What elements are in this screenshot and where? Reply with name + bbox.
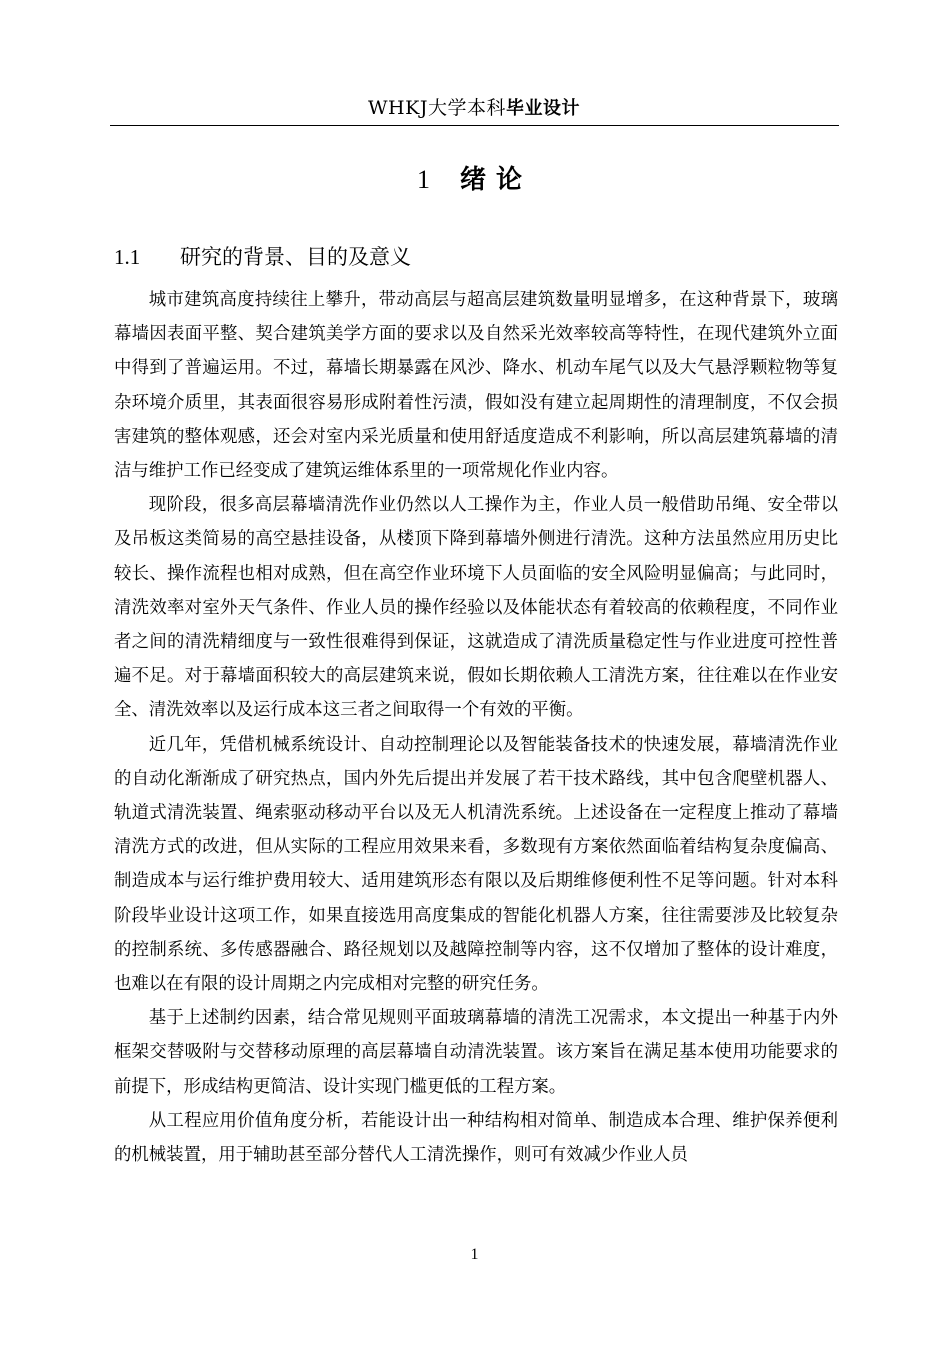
- paragraph: 现阶段，很多高层幕墙清洗作业仍然以人工操作为主，作业人员一般借助吊绳、安全带以及吊板这类简易的高空悬挂设备，从楼顶下降到幕墙外侧进行清洗。这种方法虽然应用历史比较长、操作流程也相对成熟，但在高空作业环境下人员面临的安全风险明显偏高；与此同时，清洗效率对室外天气条件、作业人员的操作经验以及体能状态有着较高的依赖程度，不同作业者之间的清洗精细度与一致性很难得到保证，这就造成了清洗质量稳定性与作业进度可控性普遍不足。对于幕墙面积较大的高层建筑来说，假如长期依赖人工清洗方案，往往难以在作业安全、清洗效率以及运行成本这三者之间取得一个有效的平衡。: [114, 495, 838, 721]
- chapter-title: 绪论: [459, 165, 532, 195]
- section-heading: [114, 240, 411, 274]
- paragraph: 基于上述制约因素，结合常见规则平面玻璃幕墙的清洗工况需求，本文提出一种基于内外框架交替吸附与交替移动原理的高层幕墙自动清洗装置。该方案旨在满足基本使用功能要求的前提下，形成结构更简洁、设计实现门槛更低的工程方案。: [114, 1008, 838, 1097]
- paragraph: 从工程应用价值角度分析，若能设计出一种结构相对简单、制造成本合理、维护保养便利的机械装置，用于辅助甚至部分替代人工清洗操作，则可有效减少作业人员: [114, 1110, 838, 1166]
- paragraph: 近几年，凭借机械系统设计、自动控制理论以及智能装备技术的快速发展，幕墙清洗作业的自动化渐渐成了研究热点，国内外先后提出并发展了若干技术路线，其中包含爬壁机器人、轨道式清洗装置、绳索驱动移动平台以及无人机清洗系统。上述设备在一定程度上推动了幕墙清洗方式的改进，但从实际的工程应用效果来看，多数现有方案依然面临着结构复杂度偏高、制造成本与运行维护费用较大、适用建筑形态有限以及后期维修便利性不足等问题。针对本科阶段毕业设计这项工作，如果直接选用高度集成的智能化机器人方案，往往需要涉及比较复杂的控制系统、多传感器融合、路径规划以及越障控制等内容，这不仅增加了整体的设计难度，也难以在有限的设计周期之内完成相对完整的研究任务。: [114, 734, 838, 995]
- chapter-heading: [110, 160, 839, 200]
- header-divider: [110, 125, 839, 126]
- body-text: [114, 283, 838, 1172]
- header-school: WHKJ大学本科: [368, 97, 506, 119]
- section-title: 研究的背景、目的及意义: [180, 245, 411, 269]
- page-header: [110, 93, 838, 123]
- chapter-number: 1: [416, 165, 430, 194]
- paragraph: 城市建筑高度持续往上攀升，带动高层与超高层建筑数量明显增多，在这种背景下，玻璃幕墙因表面平整、契合建筑美学方面的要求以及自然采光效率较高等特性，在现代建筑外立面中得到了普遍运用。不过，幕墙长期暴露在风沙、降水、机动车尾气以及大气悬浮颗粒物等复杂环境介质里，其表面很容易形成附着性污渍，假如没有建立起周期性的清理制度，不仅会损害建筑的整体观感，还会对室内采光质量和使用舒适度造成不利影响，所以高层建筑幕墙的清洁与维护工作已经变成了建筑运维体系里的一项常规化作业内容。: [114, 290, 838, 482]
- section-number: 1.1: [114, 245, 141, 269]
- page-number: 1: [470, 1246, 479, 1263]
- header-doc-type: 毕业设计: [505, 98, 580, 119]
